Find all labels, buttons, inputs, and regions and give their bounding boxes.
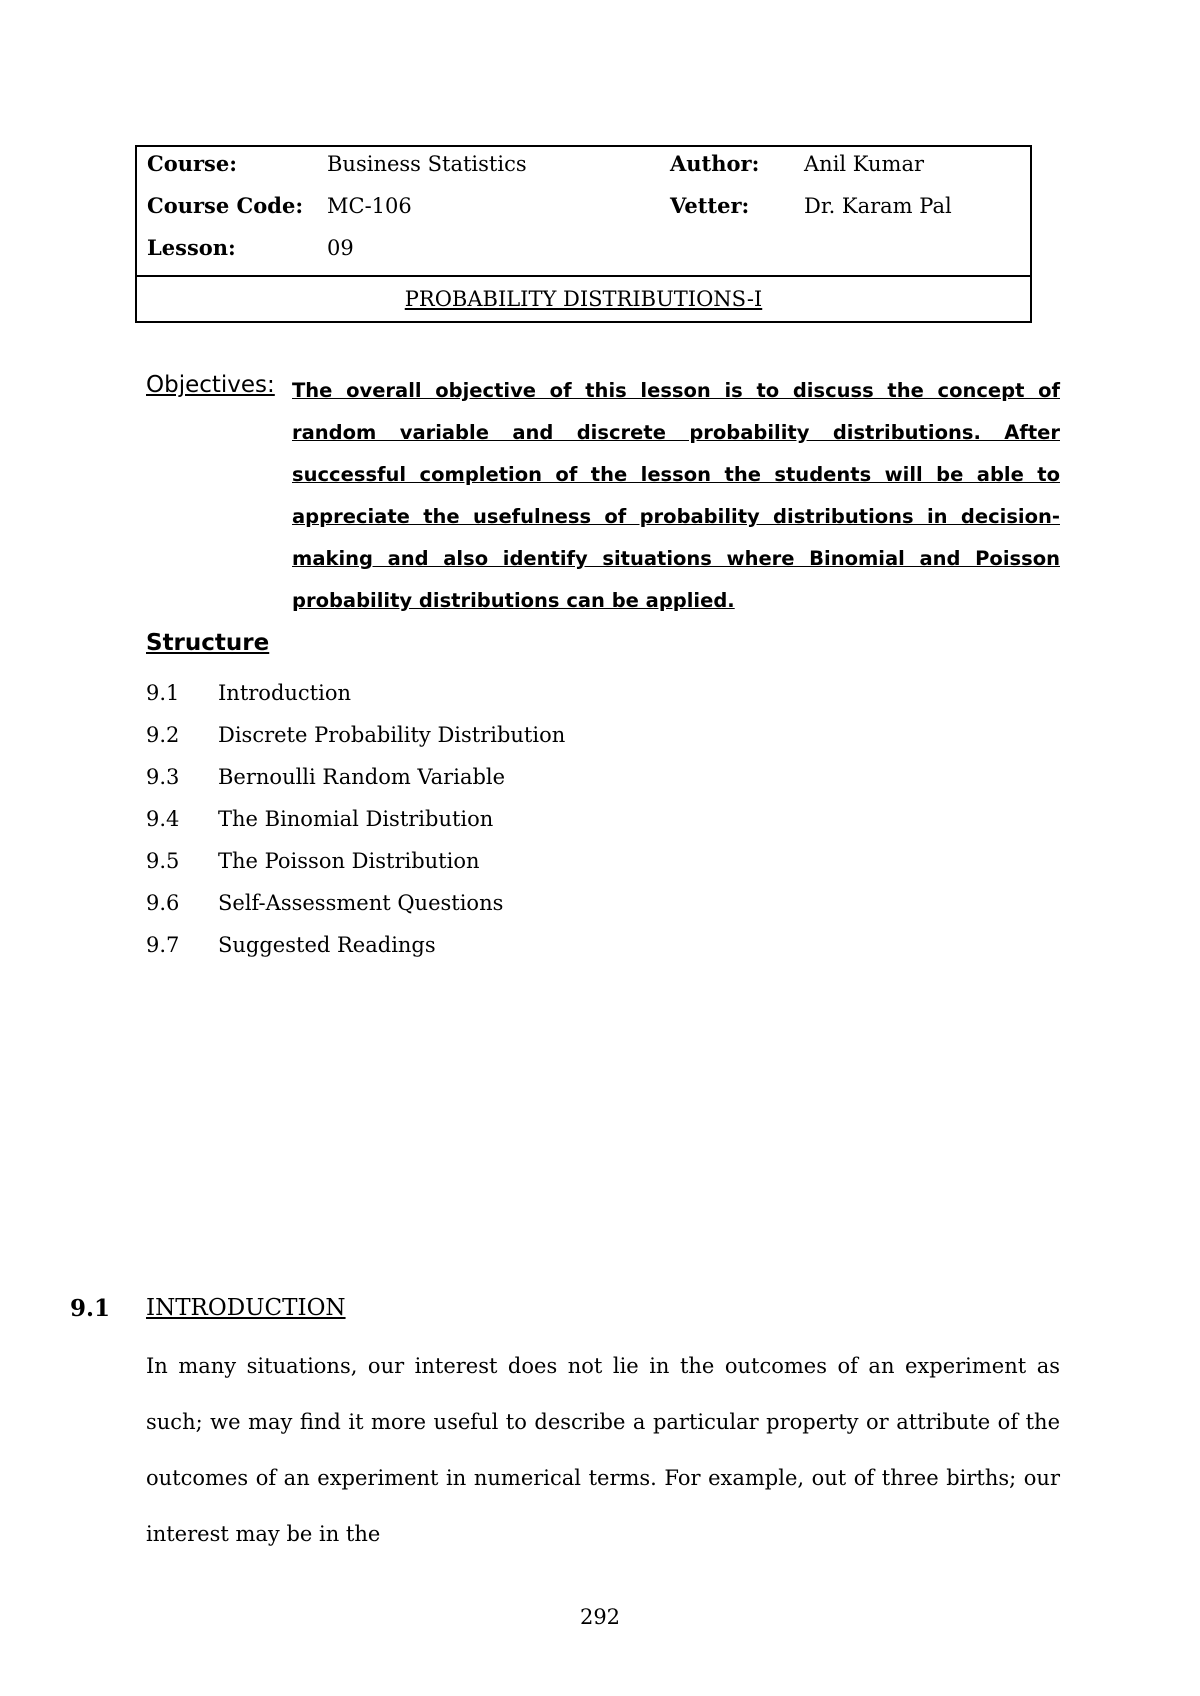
author-value: Anil Kumar [804, 152, 925, 176]
structure-item-label: Introduction [218, 681, 351, 705]
structure-item-label: Suggested Readings [218, 933, 436, 957]
structure-item-number: 9.5 [146, 849, 180, 873]
objectives-label: Objectives: [146, 372, 275, 398]
structure-item-number: 9.2 [146, 723, 180, 747]
section-body-text: In many situations, our interest does not lie in the outcomes of an experiment as such; we may find it more useful to describe a particular property or attribute of the outcomes of an experiment in numerical terms. For example, out of three births; our interest may be in the [146, 1354, 1060, 1546]
structure-item [146, 714, 565, 756]
structure-item-label: The Binomial Distribution [218, 807, 494, 831]
structure-item [146, 840, 565, 882]
structure-item-label: Self-Assessment Questions [218, 891, 504, 915]
structure-item-number: 9.6 [146, 891, 180, 915]
structure-item [146, 924, 565, 966]
structure-item-number: 9.1 [146, 681, 180, 705]
structure-item-label: Bernoulli Random Variable [218, 765, 506, 789]
title-row [137, 277, 1030, 321]
structure-item [146, 882, 565, 924]
vetter-label: Vetter: [670, 193, 750, 218]
header-grid [137, 147, 1030, 277]
course-label: Course: [147, 151, 237, 176]
structure-item-number: 9.4 [146, 807, 180, 831]
structure-heading: Structure [146, 630, 270, 656]
page-number: 292 [579, 1605, 621, 1629]
course-value: Business Statistics [327, 152, 527, 176]
lesson-value: 09 [327, 236, 354, 260]
structure-list [146, 672, 565, 966]
structure-item [146, 672, 565, 714]
structure-item-label: The Poisson Distribution [218, 849, 480, 873]
structure-item-number: 9.7 [146, 933, 180, 957]
structure-item [146, 798, 565, 840]
structure-item [146, 756, 565, 798]
lesson-title: PROBABILITY DISTRIBUTIONS-I [404, 287, 763, 311]
lesson-label: Lesson: [147, 235, 236, 260]
objectives-text: The overall objective of this lesson is to discuss the concept of random variable and discrete probability distributions. After successful completion of the lesson the students will be able to appreciate the usefulness of probability distributions in decision-making and also identify situations where Binomial and Poisson probability distributions can be applied. [292, 379, 1060, 612]
author-label: Author: [670, 151, 760, 176]
section-number: 9.1 [70, 1295, 111, 1322]
structure-item-number: 9.3 [146, 765, 180, 789]
structure-item-label: Discrete Probability Distribution [218, 723, 566, 747]
lesson-header-table [135, 145, 1032, 323]
vetter-value: Dr. Karam Pal [804, 194, 952, 218]
section-title: INTRODUCTION [146, 1295, 346, 1321]
course-code-label: Course Code: [147, 193, 304, 218]
course-code-value: MC-106 [327, 194, 412, 218]
